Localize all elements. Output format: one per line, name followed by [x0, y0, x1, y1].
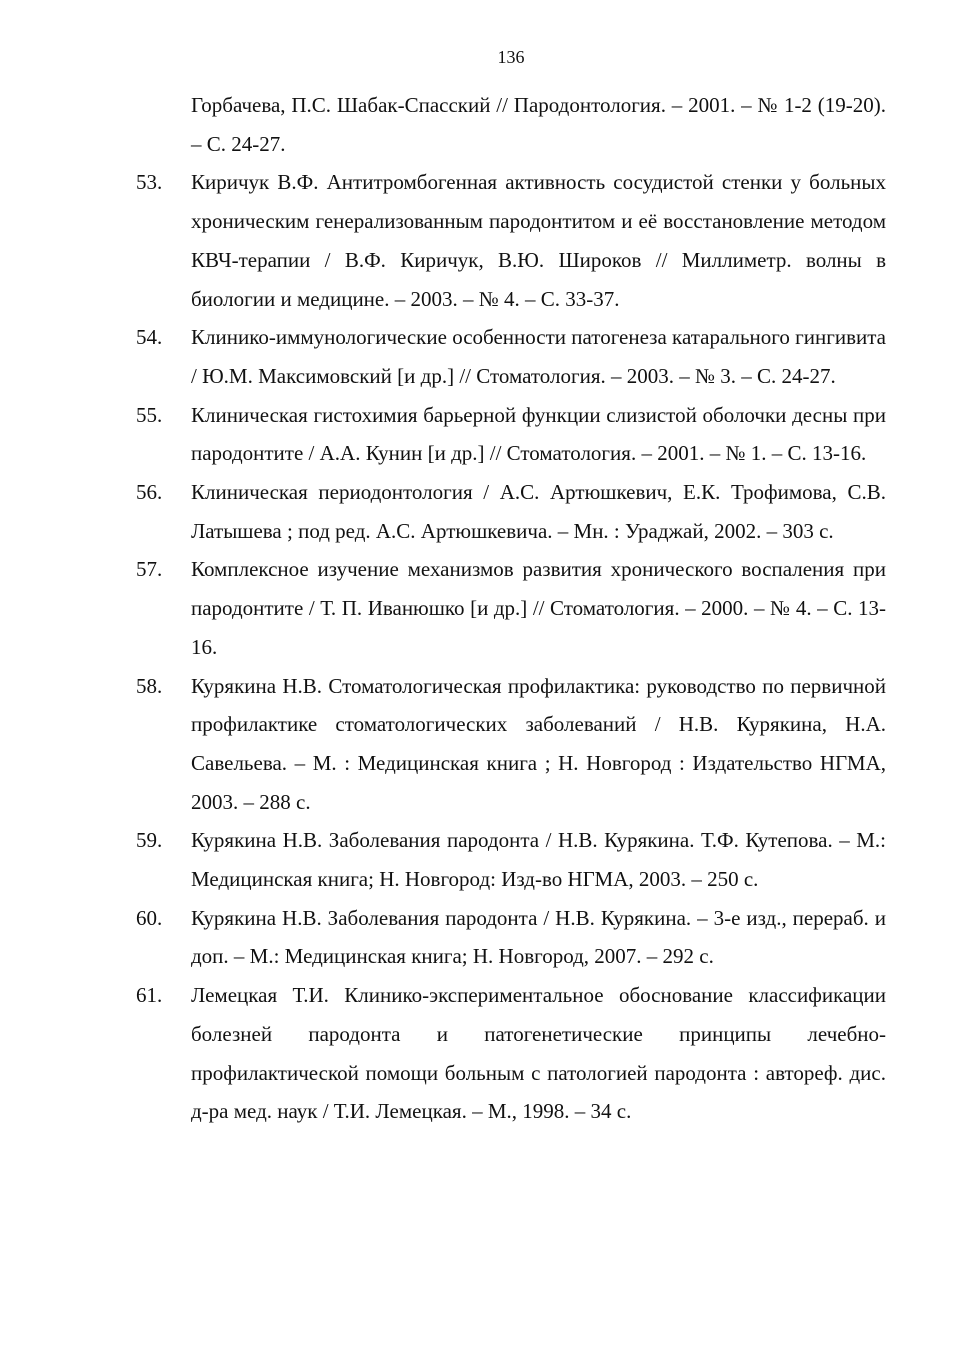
reference-item: [136, 976, 886, 1131]
page-number: 136: [497, 47, 525, 67]
reference-item: [136, 899, 886, 976]
reference-text: Курякина Н.В. Заболевания пародонта / Н.В. Курякина. – 3-е изд., перераб. и доп. – М.: Медицинская книга; Н. Новгород, 2007. – 292 с.: [191, 905, 886, 969]
reference-item: [136, 396, 886, 473]
reference-text: Клиническая периодонтология / А.С. Артюшкевич, Е.К. Трофимова, С.В. Латышева ; под ред. А.С. Артюшкевича. – Мн. : Ураджай, 2002. – 303 с.: [191, 480, 886, 543]
reference-text: Лемецкая Т.И. Клинико-экспериментальное обоснование классификации болезней пародонта и патогенетические принципы лечебно-профилактической помощи больным с патологией пародонта : автореф. дис. д-ра мед. наук / Т.И. Лемецкая. – М., 1998. – 34 с.: [191, 983, 886, 1124]
reference-number: 57.: [136, 557, 163, 582]
reference-item: [136, 821, 886, 898]
reference-item: [136, 318, 886, 395]
reference-number: 61.: [136, 983, 163, 1008]
reference-list: [136, 86, 886, 1131]
reference-item: [136, 667, 886, 822]
reference-number: 59.: [136, 828, 163, 853]
reference-number: 60.: [136, 905, 163, 930]
reference-item: [136, 550, 886, 666]
reference-text: Горбачева, П.С. Шабак-Спасский // Пародонтология. – 2001. – № 1-2 (19-20). – С. 24-27.: [191, 93, 886, 156]
reference-item: [136, 473, 886, 550]
reference-text: Киричук В.Ф. Антитромбогенная активность сосудистой стенки у больных хроническим генерализованным пародонтитом и её восстановление методом КВЧ-терапии / В.Ф. Киричук, В.Ю. Широков // Миллиметр. волны в биологии и медицине. – 2003. – № 4. – С. 33-37.: [191, 170, 886, 311]
reference-continuation: [136, 86, 886, 163]
reference-item: [136, 163, 886, 318]
reference-text: Курякина Н.В. Заболевания пародонта / Н.В. Курякина. Т.Ф. Кутепова. – М.: Медицинская книга; Н. Новгород: Изд-во НГМА, 2003. – 250 с.: [191, 828, 886, 892]
reference-number: 58.: [136, 673, 163, 698]
reference-text: Курякина Н.В. Стоматологическая профилактика: руководство по первичной профилактике стоматологических заболеваний / Н.В. Курякина, Н.А. Савельева. – М. : Медицинская книга ; Н. Новгород : Издательство НГМА, 2003. – 288 с.: [191, 673, 886, 814]
reference-number: 55.: [136, 402, 163, 427]
reference-number: 54.: [136, 325, 163, 350]
reference-text: Клиническая гистохимия барьерной функции слизистой оболочки десны при пародонтите / А.А. Кунин [и др.] // Стоматология. – 2001. – № 1. – С. 13-16.: [191, 402, 886, 466]
reference-text: Клинико-иммунологические особенности патогенеза катарального гингивита / Ю.М. Максимовский [и др.] // Стоматология. – 2003. – № 3. – С. 24-27.: [191, 325, 886, 388]
reference-number: 53.: [136, 170, 163, 195]
reference-number: 56.: [136, 480, 163, 505]
reference-text: Комплексное изучение механизмов развития хронического воспаления при пародонтите / Т. П. Иванюшко [и др.] // Стоматология. – 2000. – № 4. – С. 13-16.: [191, 557, 886, 659]
